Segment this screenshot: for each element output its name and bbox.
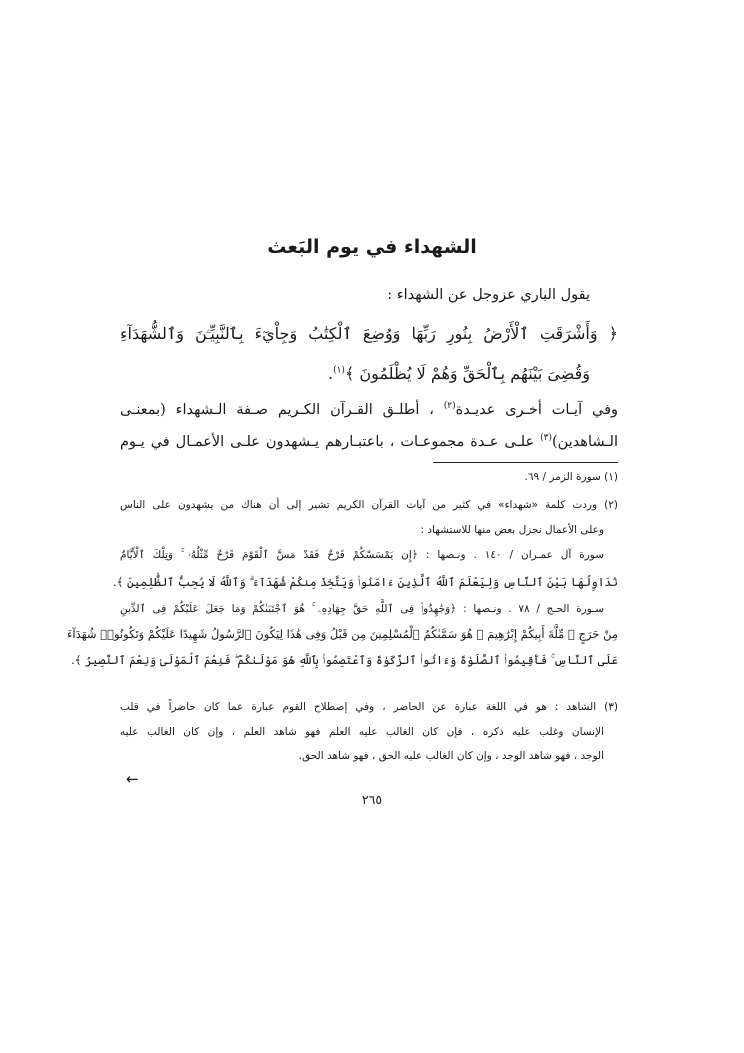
footnote-2-a-verse: ﴿إِن يَمْسَسْكُمْ قَرْحٌ فَقَدْ مَسَّ ٱلْقَوْمَ قَرْحٌ مِّثْلُهُۥ ۚ وَتِلْكَ ٱلْأَيَّامُ	[120, 549, 418, 561]
footnote-2-a-source: سورة آل عمـران / ١٤٠ . ونـصها :	[425, 549, 605, 561]
footnote-2-intro: (٢) وردت كلمة «شهداء» في كثير من آيات القرآن الكريم تشير إلى أن هناك من يشهدون على الناس	[120, 499, 618, 511]
footnote-3-end: الوجد ، فهو شاهد الوجد ، وإن كان الغالب عليه الحق ، فهو شاهد الحق.	[298, 750, 604, 762]
footnote-2-b-source: سـورة الحـج / ٧٨ . ونـصها :	[463, 603, 604, 615]
body-paragraph-line-2	[120, 434, 618, 450]
footnote-3: (٣) الشاهد : هو في اللغة عبارة عن الحاضر ، وفي إصطلاح القوم عبارة عما كان حاضراً في قلب	[120, 701, 618, 713]
verse-line-2-text: وَقُضِىَ بَيْنَهُم بِٱلْحَقِّ وَهُمْ لَا يُظْلَمُونَ ﴾	[344, 364, 590, 383]
chapter-title: الشهداء في يوم البَعث	[267, 236, 477, 258]
body-paragraph-line-1	[120, 402, 618, 418]
quran-verse-line-2	[120, 364, 590, 383]
page-number: ٢٦٥	[361, 792, 383, 807]
intro-line: يقول الباري عزوجل عن الشهداء :	[387, 287, 590, 303]
footnote-2-ref-a	[120, 549, 604, 562]
verse-line-2-end: .	[327, 364, 334, 383]
footnote-2-b-verse: ﴿وَجَٰهِدُوا۟ فِى ٱللَّهِ حَقَّ جِهَادِهِۦ ۚ هُوَ ٱجْتَبَىٰكُمْ وَمَا جَعَلَ عَلَيْكُمْ فِى ٱلدِّينِ	[120, 603, 457, 615]
footnote-2-a-verse-cont: نُدَاوِلُهَا بَيْنَ ٱلنَّاسِ وَلِيَعْلَمَ ٱللَّهُ ٱلَّذِينَ ءَامَنُوا۟ وَيَتَّخِذَ مِنكُمْ شُهَدَآءَ ۗ وَٱللَّهُ لَا يُحِبُّ ٱلظَّٰلِمِينَ ﴾.	[112, 575, 618, 589]
quran-verse-line-1: ﴿ وَأَشْرَقَتِ ٱلْأَرْضُ بِنُورِ رَبِّهَا وَوُضِعَ ٱلْكِتَٰبُ وَجِاْيٓءَ بِٱلنَّبِيِّـۧنَ وَٱلشُّهَدَآءِ	[120, 324, 618, 343]
footnote-ref-2: (٢)	[443, 401, 456, 412]
footnote-2-b-verse-end: عَلَى ٱلنَّاسِ ۚ فَأَقِيمُوا۟ ٱلصَّلَوٰةَ وَءَاتُوا۟ ٱلزَّكَوٰةَ وَٱعْتَصِمُوا۟ بِٱللَّهِ هُوَ مَوْلَىٰكُمْ ۖ فَنِعْمَ ٱلْمَوْلَىٰ وَنِعْمَ ٱلنَّصِيرُ ﴾.	[71, 653, 618, 667]
body-line-2-a: الـشاهدين)	[551, 434, 618, 450]
footnote-2-ref-b	[120, 603, 604, 616]
body-line-1-a: وفي آيـات أخـرى عديـدة	[455, 402, 618, 418]
footnote-3-cont: الإنسان وغلب عليه ذكره ، فإن كان الغالب عليه العلم فهو شاهد العلم ، وإن كان الغالب عليه	[120, 726, 604, 738]
footnote-2-intro-cont: وعلى الأعمال نجزل بعض منها للاستشهاد :	[420, 524, 604, 536]
body-line-2-b: علـى عـدة مجموعـات ، باعتبـارهم يـشهدون علـى الأعمـال في يـوم	[120, 434, 535, 450]
footnote-ref-3: (٣)	[540, 433, 552, 444]
footnote-2-b-verse-cont: مِنْ حَرَجٍ ۚ مِّلَّةَ أَبِيكُمْ إِبْرَٰهِيمَ ۚ هُوَ سَمَّىٰكُمُ ٱلْمُسْلِمِينَ مِن قَبْلُ وَفِى هَٰذَا لِيَكُونَ ٱلرَّسُولُ شَهِيدًا عَلَيْكُمْ وَتَكُونُوا۟ شُهَدَآءَ	[66, 627, 618, 641]
body-line-1-b: ، أطلـق القـرآن الكـريم صـفة الـشهداء (بمعنـى	[120, 402, 434, 418]
footnote-separator	[433, 462, 618, 463]
footnote-1: (١) سورة الزمر / ٦٩.	[524, 471, 618, 483]
continue-arrow-icon: ←	[126, 770, 139, 788]
footnote-ref-1: (١)	[333, 365, 345, 376]
